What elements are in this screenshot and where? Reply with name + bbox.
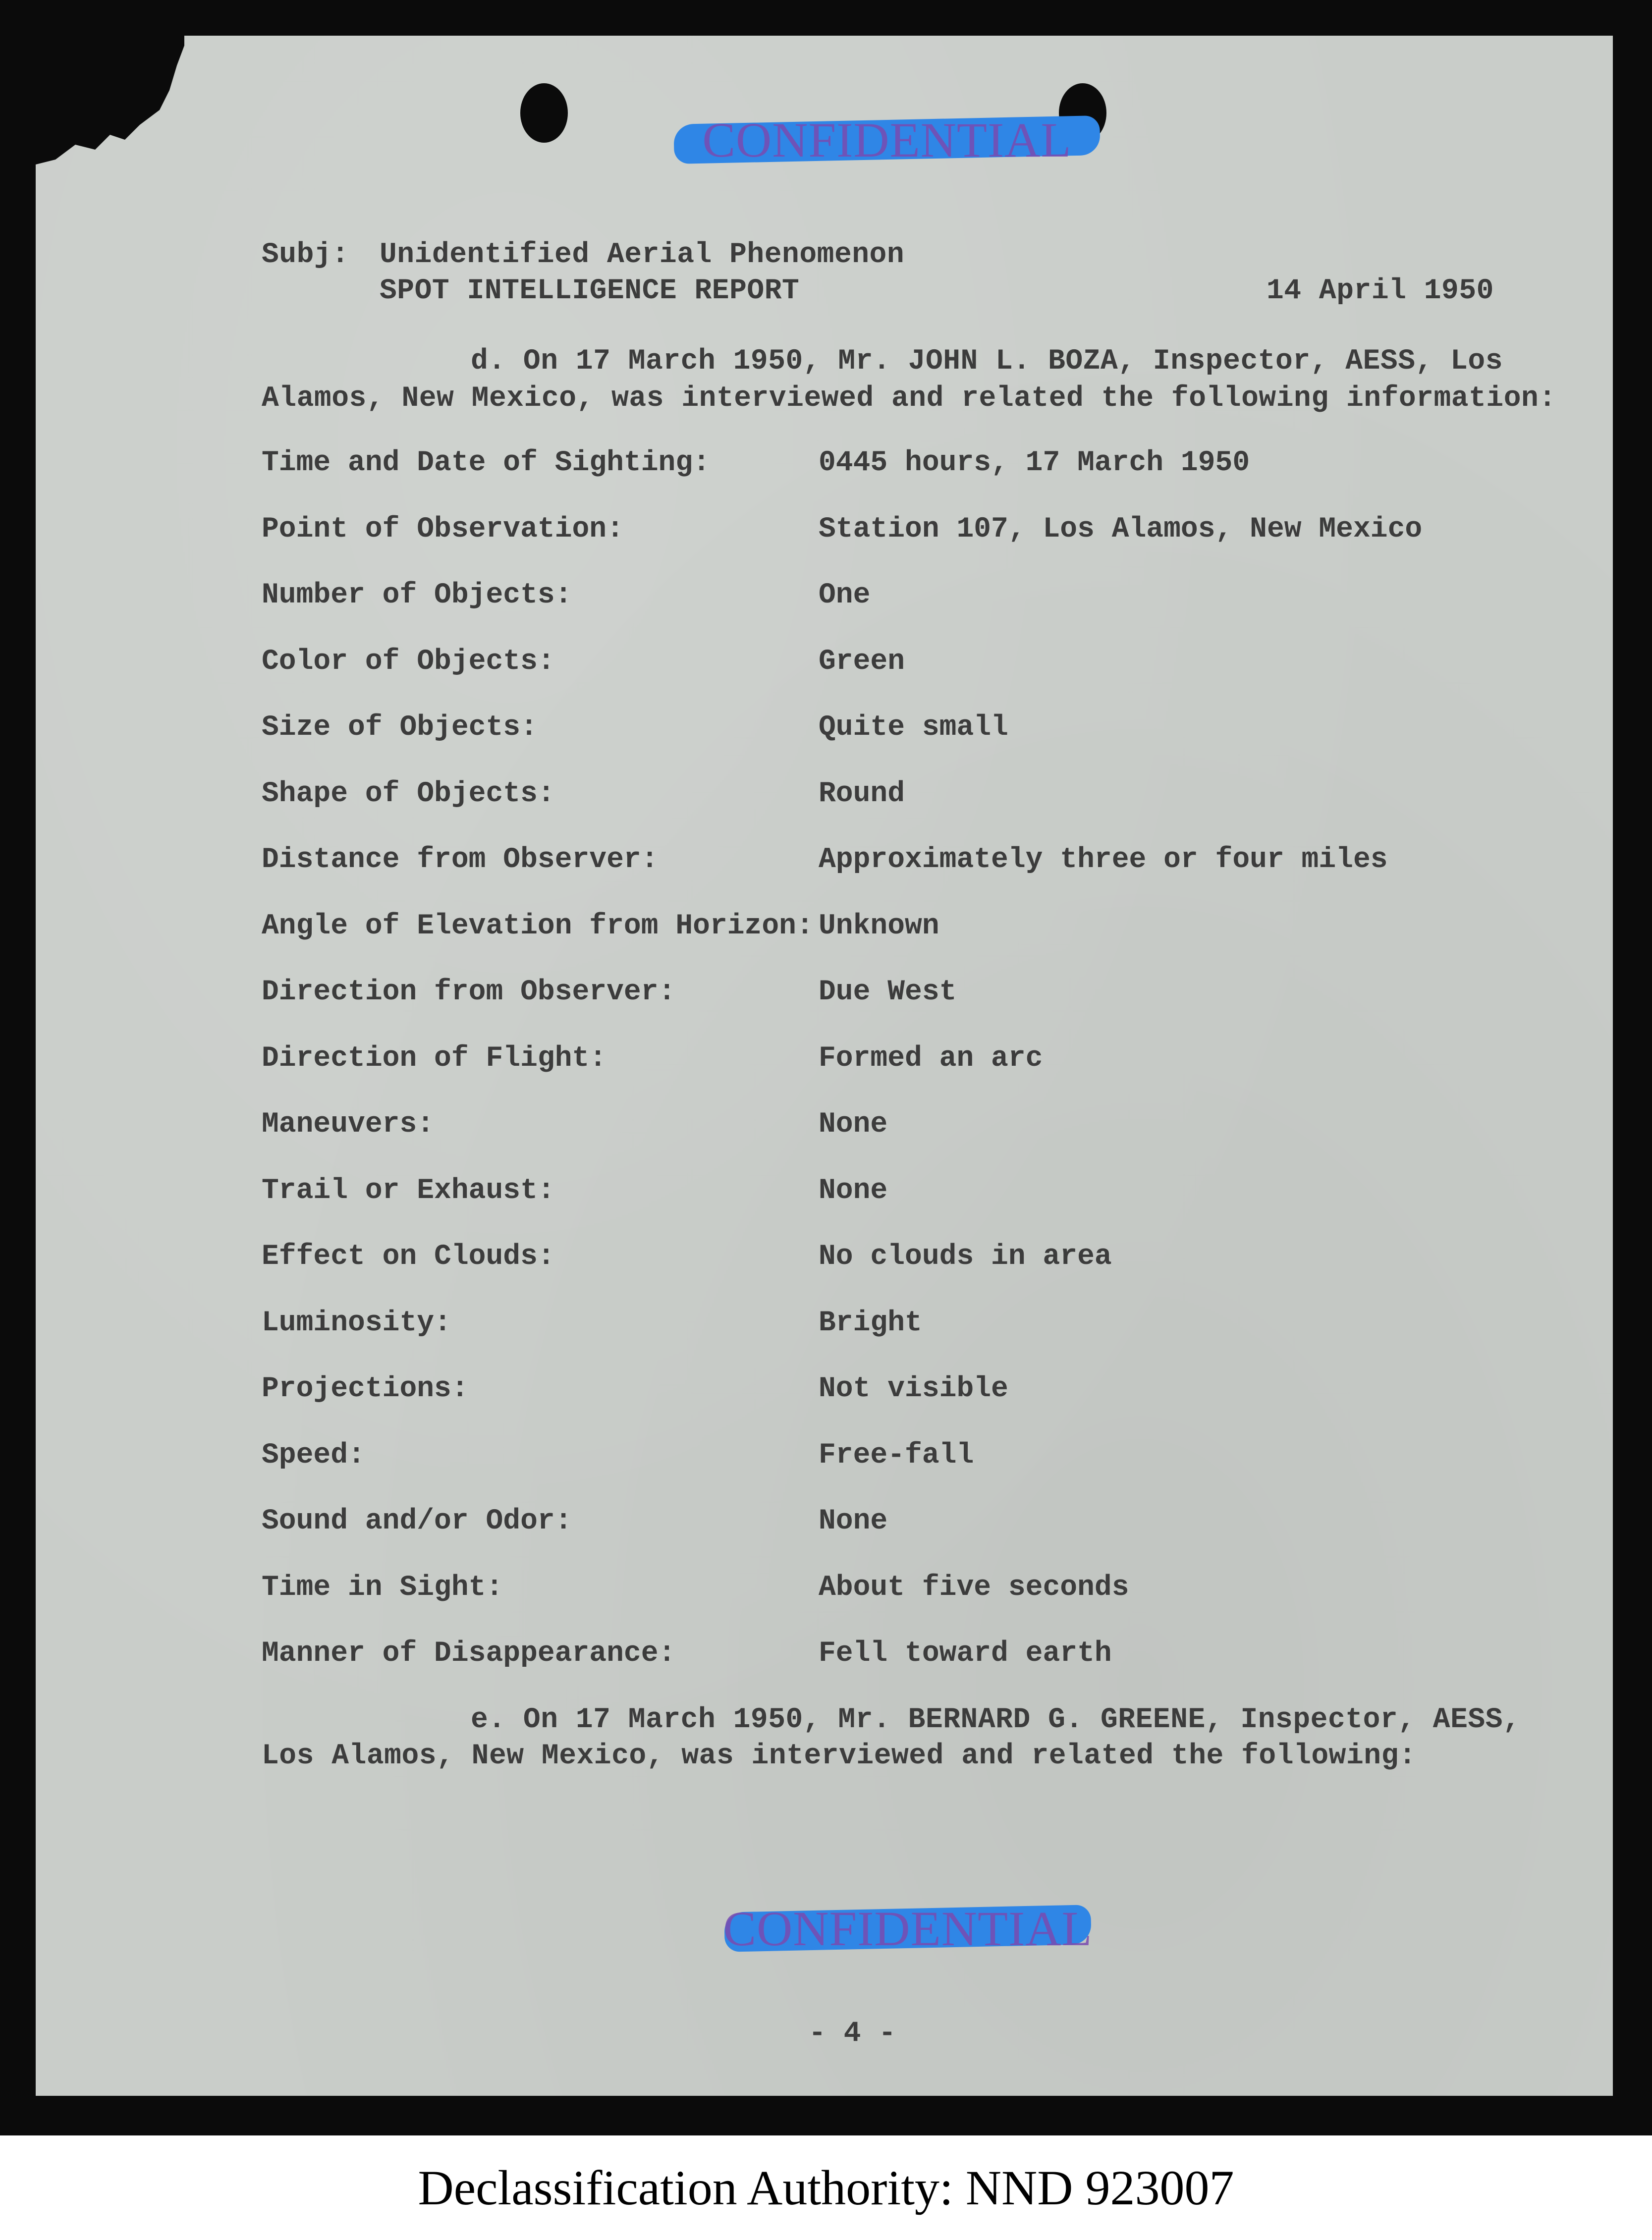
field-value: Quite small <box>819 711 1008 744</box>
field-label: Direction of Flight: <box>262 1042 607 1075</box>
field-value: Formed an arc <box>819 1042 1043 1075</box>
field-row <box>262 711 1530 746</box>
confidential-stamp-top <box>674 110 1100 169</box>
field-label: Distance from Observer: <box>262 844 659 876</box>
field-value: About five seconds <box>819 1572 1129 1604</box>
field-value: Station 107, Los Alamos, New Mexico <box>819 513 1423 546</box>
report-type: SPOT INTELLIGENCE REPORT <box>380 275 800 307</box>
field-value: No clouds in area <box>819 1241 1112 1273</box>
field-row <box>262 579 1530 614</box>
field-value: Unknown <box>819 910 939 942</box>
paragraph-d-line1: d. On 17 March 1950, Mr. JOHN L. BOZA, Inspector, AESS, Los <box>471 345 1503 378</box>
field-value: Due West <box>819 976 957 1008</box>
field-label: Color of Objects: <box>262 646 555 678</box>
field-label: Size of Objects: <box>262 711 538 744</box>
field-value: Green <box>819 646 905 678</box>
field-row <box>262 1572 1530 1606</box>
paragraph-e-line1: e. On 17 March 1950, Mr. BERNARD G. GREENE, Inspector, AESS, <box>471 1704 1521 1736</box>
field-row <box>262 1307 1530 1342</box>
field-value: Not visible <box>819 1373 1008 1405</box>
field-value: Bright <box>819 1307 922 1339</box>
field-label: Effect on Clouds: <box>262 1241 555 1273</box>
field-row <box>262 513 1530 548</box>
declassification-caption: Declassification Authority: NND 923007 <box>418 2160 1234 2215</box>
field-row <box>262 976 1530 1011</box>
field-label: Manner of Disappearance: <box>262 1638 676 1670</box>
page-number: - 4 - <box>809 2018 896 2050</box>
document-page <box>36 36 1613 2096</box>
confidential-stamp-bottom <box>724 1899 1091 1958</box>
field-label: Point of Observation: <box>262 513 624 546</box>
field-label: Number of Objects: <box>262 579 572 611</box>
field-value: None <box>819 1505 888 1537</box>
stamp-text: CONFIDENTIAL <box>723 1901 1093 1956</box>
field-row <box>262 910 1530 945</box>
field-label: Shape of Objects: <box>262 778 555 810</box>
torn-corner <box>36 36 184 164</box>
field-row <box>262 646 1530 680</box>
field-value: Round <box>819 778 905 810</box>
field-row <box>262 844 1530 878</box>
field-value: One <box>819 579 871 611</box>
field-value: 0445 hours, 17 March 1950 <box>819 447 1250 479</box>
field-row <box>262 1108 1530 1143</box>
field-label: Direction from Observer: <box>262 976 676 1008</box>
stamp-text: CONFIDENTIAL <box>702 112 1072 167</box>
field-label: Sound and/or Odor: <box>262 1505 572 1537</box>
field-value: Approximately three or four miles <box>819 844 1388 876</box>
field-label: Time in Sight: <box>262 1572 503 1604</box>
field-label: Maneuvers: <box>262 1108 435 1141</box>
paragraph-e-line2: Los Alamos, New Mexico, was interviewed and related the following: <box>262 1740 1417 1772</box>
field-row <box>262 1042 1530 1077</box>
report-date: 14 April 1950 <box>1267 275 1494 307</box>
field-label: Time and Date of Sighting: <box>262 447 710 479</box>
subject-title: Unidentified Aerial Phenomenon <box>380 239 905 271</box>
field-row <box>262 1505 1530 1540</box>
field-value: None <box>819 1175 888 1207</box>
field-value: None <box>819 1108 888 1141</box>
field-label: Speed: <box>262 1439 365 1472</box>
field-label: Luminosity: <box>262 1307 451 1339</box>
field-row <box>262 1373 1530 1408</box>
field-row <box>262 447 1530 482</box>
field-value: Fell toward earth <box>819 1638 1112 1670</box>
field-row <box>262 778 1530 813</box>
field-row <box>262 1638 1530 1672</box>
field-value: Free-fall <box>819 1439 974 1472</box>
field-row <box>262 1439 1530 1474</box>
field-label: Projections: <box>262 1373 469 1405</box>
paragraph-d-line2: Alamos, New Mexico, was interviewed and related the following information: <box>262 382 1556 415</box>
field-label: Trail or Exhaust: <box>262 1175 555 1207</box>
field-label: Angle of Elevation from Horizon: <box>262 910 814 942</box>
field-row <box>262 1175 1530 1209</box>
punch-hole-left <box>520 83 568 143</box>
field-row <box>262 1241 1530 1275</box>
subj-label: Subj: <box>262 239 349 271</box>
